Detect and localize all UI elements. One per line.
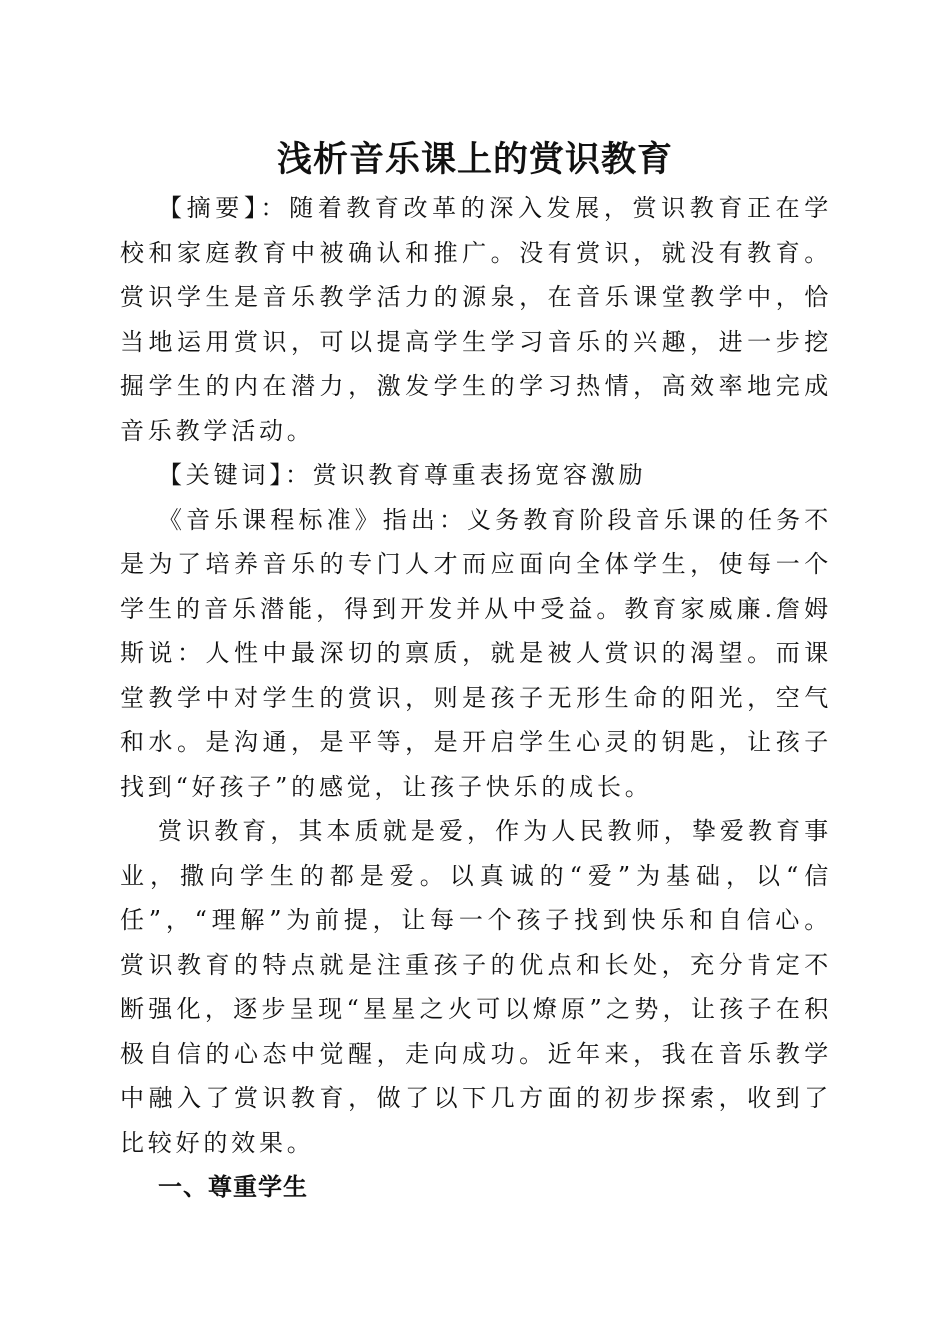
- document-body: [120, 186, 832, 1210]
- section-heading: 一、尊重学生: [158, 1172, 308, 1201]
- body-paragraph-2: 赏识教育，其本质就是爱，作为人民教师，挚爱教育事业，撒向学生的都是爱。以真诚的“爱”为基础，以“信任”，“理解”为前提，让每一个孩子找到快乐和自信心。赏识教育的特点就是注重孩子的优点和长处，充分肯定不断强化，逐步呈现“星星之火可以燎原”之势，让孩子在积极自信的心态中觉醒，走向成功。近年来，我在音乐教学中融入了赏识教育，做了以下几方面的初步探索，收到了比较好的效果。: [120, 817, 832, 1157]
- abstract-paragraph: 【摘要】：随着教育改革的深入发展，赏识教育正在学校和家庭教育中被确认和推广。没有赏识，就没有教育。赏识学生是音乐教学活力的源泉，在音乐课堂教学中，恰当地运用赏识，可以提高学生学习音乐的兴趣，进一步挖掘学生的内在潜力，激发学生的学习热情，高效率地完成音乐教学活动。: [120, 194, 832, 445]
- body-paragraph-1: 《音乐课程标准》指出：义务教育阶段音乐课的任务不是为了培养音乐的专门人才而应面向全体学生，使每一个学生的音乐潜能，得到开发并从中受益。教育家威廉.詹姆斯说：人性中最深切的禀质，就是被人赏识的渴望。而课堂教学中对学生的赏识，则是孩子无形生命的阳光，空气和水。是沟通，是平等，是开启学生心灵的钥匙，让孩子找到“好孩子”的感觉，让孩子快乐的成长。: [120, 505, 832, 801]
- document-title: 浅析音乐课上的赏识教育: [276, 139, 673, 180]
- keywords-paragraph: 【关键词】：赏识教育尊重表扬宽容激励: [158, 461, 647, 489]
